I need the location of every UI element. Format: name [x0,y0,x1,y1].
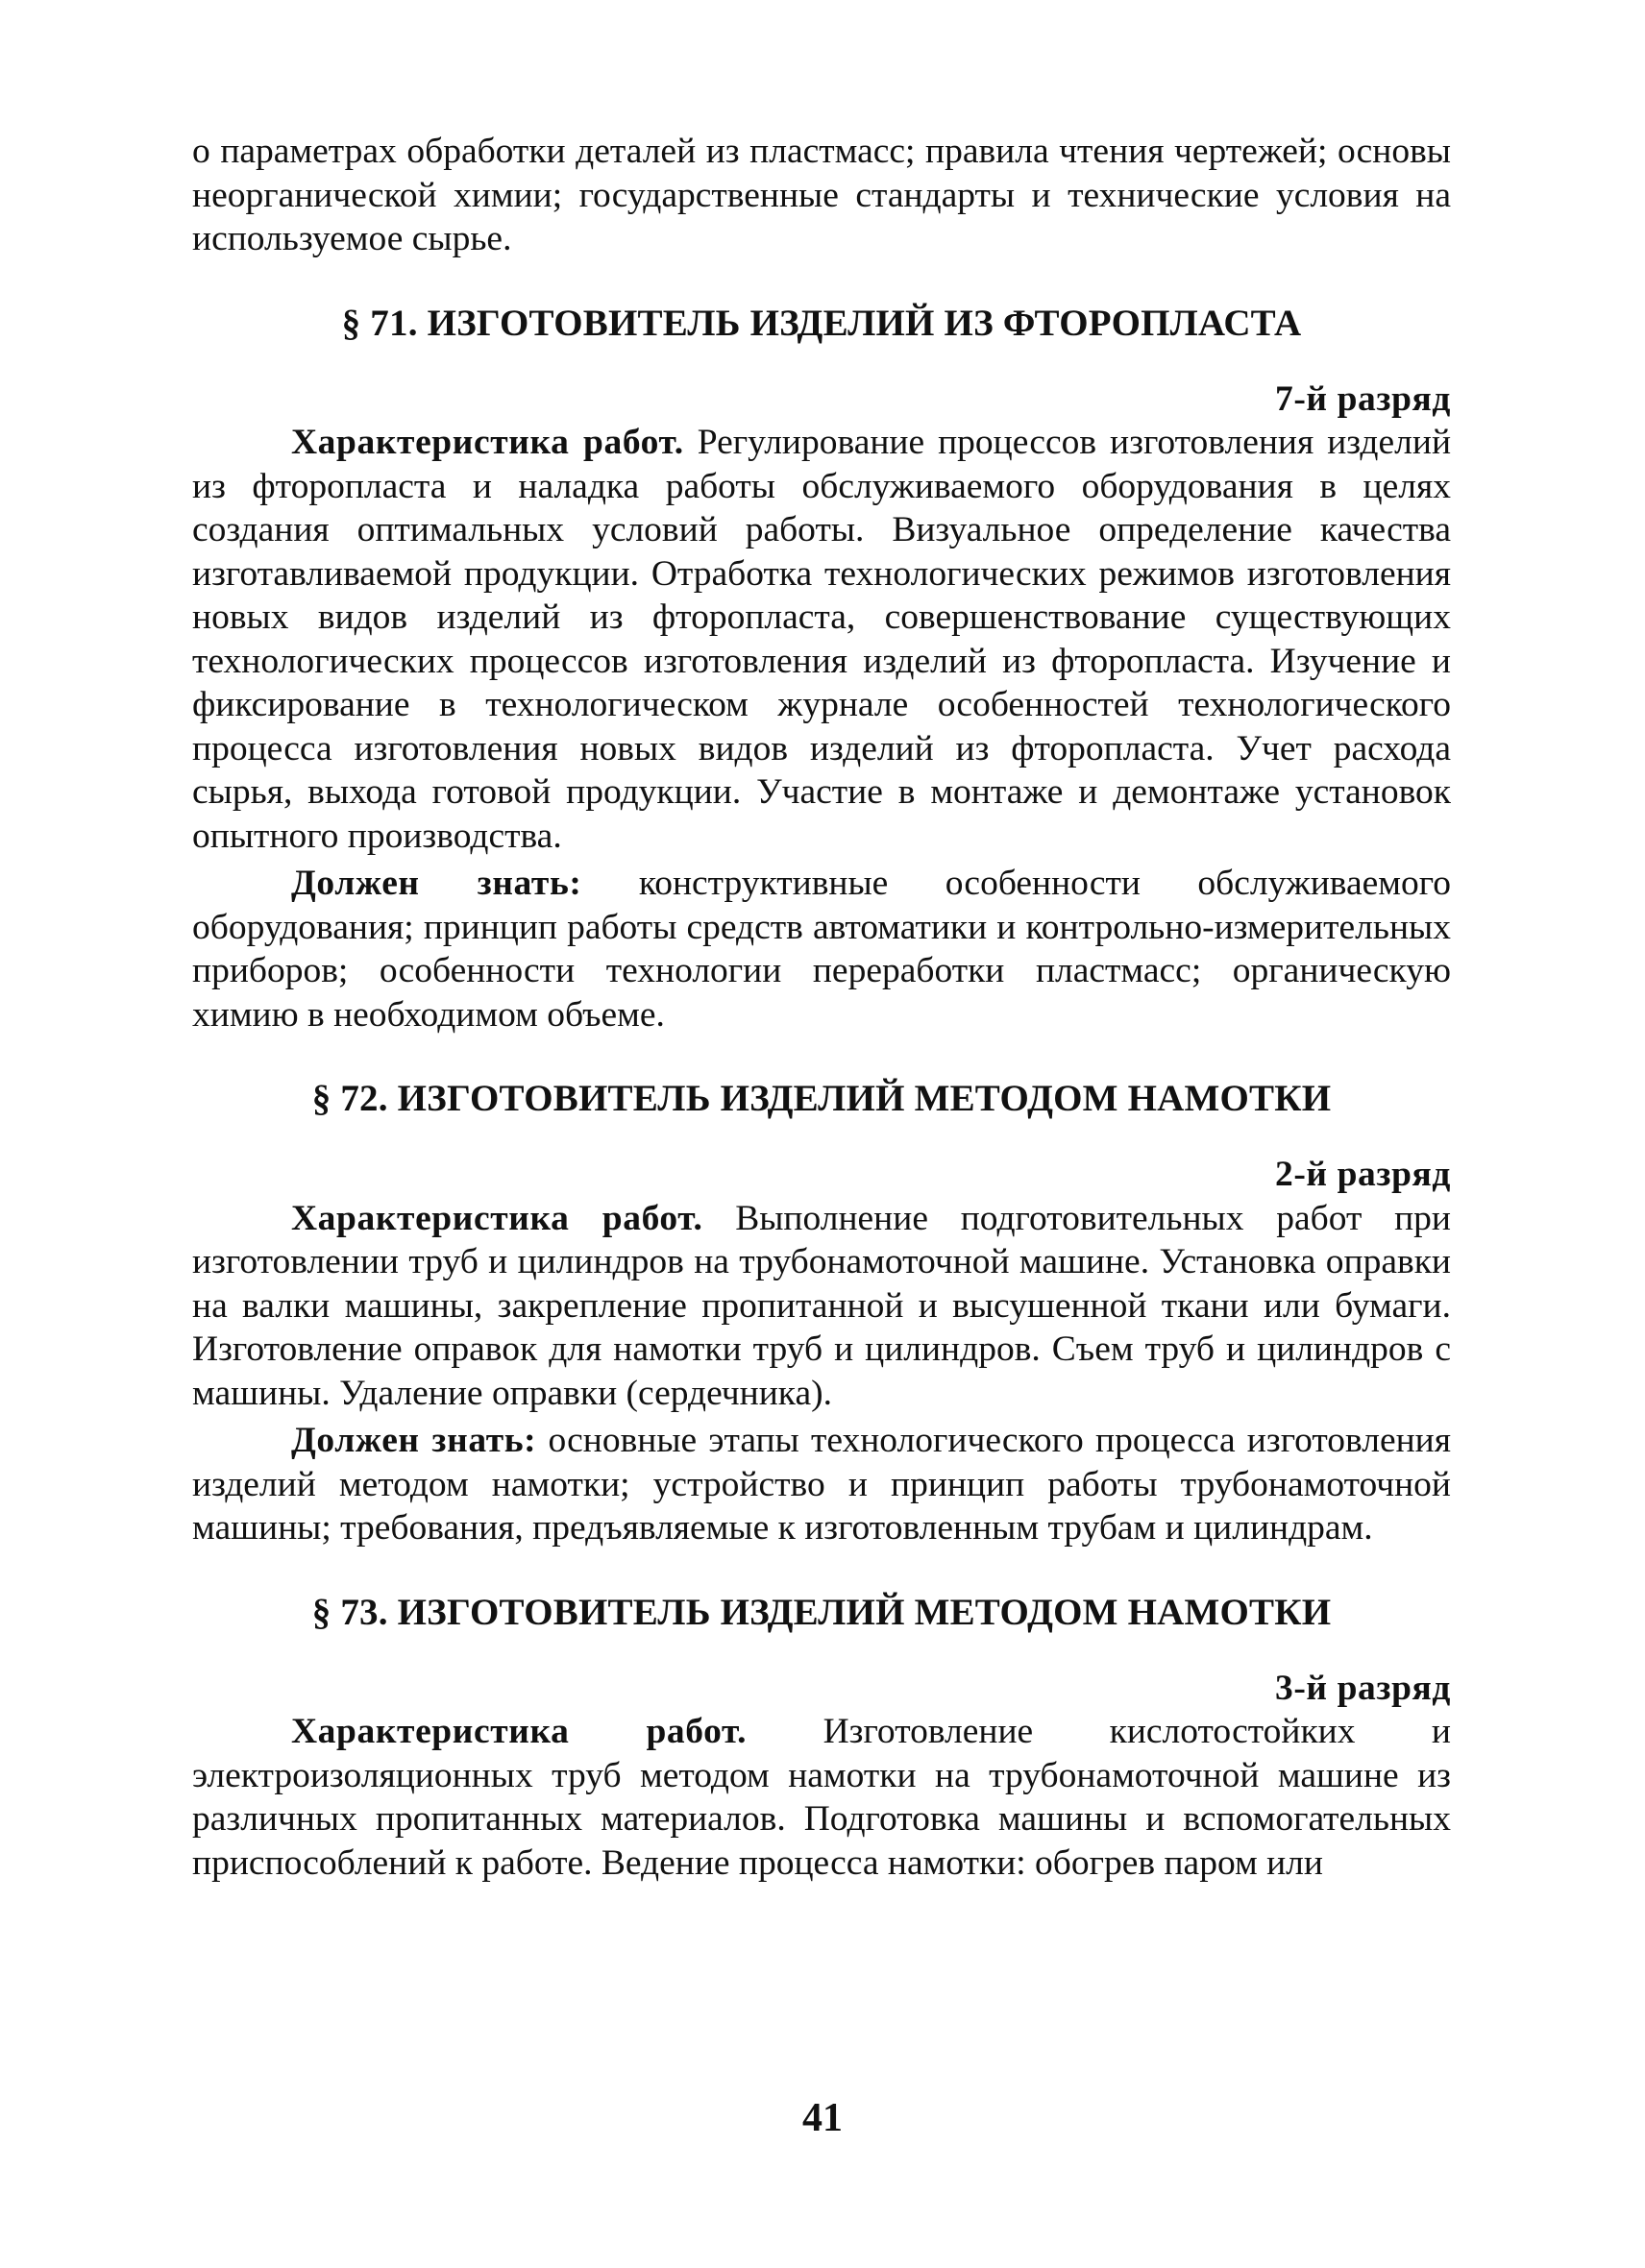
document-page [192,130,1451,1885]
work-text: Регулирование процессов изготовления изделий из фторопласта и наладка работы обслуживаемого оборудования в целях создания оптимальных условий работы. Визуальное определение качества изготавливаемой продукции. Отработка технологических режимов изготовления новых видов изделий из фторопласта, совершенствование существующих технологических процессов изготовления изделий из фторопласта. Изучение и фиксирование в технологическом журнале особенностей технологического процесса изготовления новых видов изделий из фторопласта. Учет расхода сырья, выхода готовой продукции. Участие в монтаже и демонтаже установок опытного производства. [192,423,1452,856]
section-71-knowledge-paragraph [192,862,1451,1036]
work-text: Изготовление кислотостойких и электроизоляционных труб методом намотки на трубонамоточной машине из различных пропитанных материалов. Подготовка машины и вспомогательных приспособлений к работе. Ведение процесса намотки: обогрев паром или [192,1712,1451,1883]
section-73-work-paragraph [192,1710,1451,1885]
page-number: 41 [802,2096,843,2140]
section-71-grade: 7-й разряд [1274,378,1451,419]
section-71-heading: § 71. ИЗГОТОВИТЕЛЬ ИЗДЕЛИЙ ИЗ ФТОРОПЛАСТА [341,302,1302,344]
work-label: Характеристика работ. [291,1712,748,1751]
section-72-heading: § 72. ИЗГОТОВИТЕЛЬ ИЗДЕЛИЙ МЕТОДОМ НАМОТКИ [311,1078,1332,1119]
section-73-heading: § 73. ИЗГОТОВИТЕЛЬ ИЗДЕЛИЙ МЕТОДОМ НАМОТКИ [311,1591,1332,1633]
knowledge-label: Должен знать: [291,1421,537,1460]
knowledge-text: конструктивные особенности обслуживаемого оборудования; принцип работы средств автоматики и контрольно-измерительных приборов; особенности технологии переработки пластмасс; органическую химию в необходимом объеме. [192,864,1451,1035]
section-72-knowledge-paragraph [192,1419,1451,1550]
knowledge-label: Должен знать: [291,864,582,903]
section-73-grade: 3-й разряд [1274,1668,1451,1708]
section-72-grade: 2-й разряд [1274,1155,1451,1194]
knowledge-text: основные этапы технологического процесса изготовления изделий методом намотки; устройство и принцип работы трубонамоточной машины; требования, предъявляемые к изготовленным трубам и цилиндрам. [192,1421,1451,1548]
work-label: Характеристика работ. [291,1198,703,1238]
section-71-work-paragraph [192,421,1451,858]
work-label: Характеристика работ. [291,423,684,462]
section-72-work-paragraph [192,1197,1451,1416]
intro-paragraph: о параметрах обработки деталей из пластмасс; правила чтения чертежей; основы неорганической химии; государственные стандарты и технические условия на используемое сырье. [192,132,1451,258]
work-text: Выполнение подготовительных работ при изготовлении труб и цилиндров на трубонамоточной машине. Установка оправки на валки машины, закрепление пропитанной и высушенной ткани или бумаги. Изготовление оправок для намотки труб и цилиндров. Съем труб и цилиндров с машины. Удаление оправки (сердечника). [192,1198,1451,1413]
